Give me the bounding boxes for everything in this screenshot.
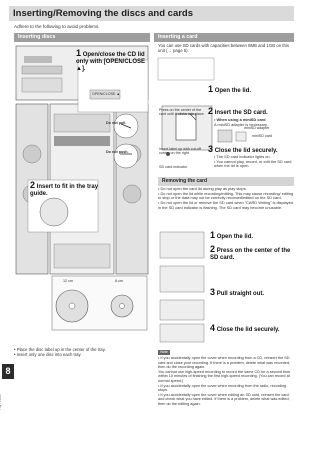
callout-insert-label: Insert label up with cut-off corner on the right. (159, 147, 201, 156)
disc-step-1 (76, 50, 148, 73)
removing-step-3 (210, 289, 264, 298)
card-step-3-bullet-2: • You cannot play, record, or edit the SD card when the lid is open. (214, 158, 292, 169)
disc-step-2 (30, 182, 100, 198)
removing-drawing (158, 226, 208, 344)
disc-step-1-text: Open/close the CD lid only with [OPEN/CLOSE ▲]. (76, 52, 146, 72)
removing-bullet-1: • Do not open the card lid during play as play stops. (158, 186, 247, 191)
card-step-3-number: 3 (208, 144, 214, 154)
removing-step-1-number: 1 (210, 230, 216, 240)
card-step-3-bullets (214, 155, 294, 169)
card-step-2-text: Insert the SD card. (214, 110, 268, 116)
open-close-button-label: OPEN/CLOSE ▲ (92, 92, 120, 96)
page-number: 8 (2, 364, 14, 379)
removing-step-2-text: Press on the center of the SD card. (210, 248, 291, 261)
card-step-2 (208, 108, 268, 117)
note-item-2: You cannot use high-speed recording to record the same CD for a second time within 10 minutes of finishing the first high-speed recording. (You can record at normal speed.) (158, 369, 291, 383)
disc-step-1-number: 1 (76, 48, 82, 58)
card-step-2-sub-1: • When using a miniSD card (214, 117, 266, 122)
disc-size-8cm: 8 cm (115, 279, 123, 283)
removing-step-1 (210, 232, 253, 241)
removing-step-4-number: 4 (210, 323, 216, 333)
note-item-4: • If you accidentally open the cover when editing an SD card, reinsert the card and check what you have edited. If there is a problem, delete what was edited, then do the editing again. (158, 392, 290, 406)
removing-bullets (158, 187, 294, 211)
callout-minisd-card: miniSD card (252, 134, 273, 138)
page-subtitle: Adhere to the following to avoid problems. (14, 24, 100, 29)
removing-step-3-text: Pull straight out. (216, 291, 265, 297)
removing-step-2-number: 2 (210, 244, 216, 254)
removing-step-3-number: 3 (210, 287, 216, 297)
do-not-push-label: Do not push. (106, 150, 129, 154)
section-bar-inserting-discs: Inserting discs (14, 33, 150, 42)
doc-code (0, 388, 10, 418)
card-intro: You can use SD cards with capacities between 8MB and 1GB on this unit (→ page 5). (158, 43, 289, 54)
card-step-3-bullet-1: • The SD card indicator lights on. (214, 154, 271, 159)
page-title: Inserting/Removing the discs and cards (9, 6, 294, 21)
card-step-1-text: Open the lid. (214, 88, 252, 94)
card-step-2-number: 2 (208, 106, 214, 116)
card-step-1 (208, 86, 251, 95)
removing-bullet-2: • Do not open the lid while recording/editing. This may cause recording/ editing to stop or the data may not be correctly recorded/edited on the SD card. (158, 190, 294, 201)
callout-press-center: Press on the center of the card until it clicks into place. (159, 108, 205, 117)
removing-step-1-text: Open the lid. (216, 234, 254, 240)
disc-step-2-text: Insert to fit in the tray guide. (30, 184, 99, 197)
removing-step-2 (210, 246, 294, 262)
removing-step-4 (210, 325, 280, 334)
section-bar-inserting-card: Inserting a card (154, 33, 294, 42)
disc-bullet-2: • Insert only one disc into each tray. (14, 352, 82, 358)
disc-step-2-number: 2 (30, 180, 36, 190)
note-item-3: • If you accidentally open the cover when recording from the radio, recording stops. (158, 383, 287, 393)
disc-size-12cm: 12 cm (63, 279, 74, 283)
callout-sd-indicator: SD card indicator (159, 165, 188, 169)
removing-illustration (158, 226, 208, 344)
removing-bullet-3: • Do not open the lid or remove the SD card when “CARD Writing” is displayed in the SD card indicator is flashing. The SD card may become unusable. (158, 200, 293, 210)
doc-code-text (0, 394, 2, 409)
card-step-1-number: 1 (208, 84, 214, 94)
do-not-pull-label: Do not pull. (106, 121, 127, 125)
note-badge: Note (158, 350, 170, 355)
card-step-3-text: Close the lid securely. (214, 148, 278, 154)
removing-step-4-text: Close the lid securely. (216, 327, 280, 333)
callout-minisd-adapter: miniSD adapter (244, 126, 270, 130)
section-bar-removing-card: Removing the card (158, 177, 294, 186)
note-item-1: • If you accidentally open the cover when recording from a CD, reinsert the SD card and close your recording. If there is a problem, delete what was recorded, then do the recording again. (158, 356, 291, 370)
note-list (158, 356, 294, 407)
disc-bullets (14, 347, 150, 357)
card-step-2-sub-2: A miniSD adapter is necessary. (214, 121, 268, 127)
disc-bullet-1: • Place the disc label up in the center of the tray. (14, 347, 106, 352)
